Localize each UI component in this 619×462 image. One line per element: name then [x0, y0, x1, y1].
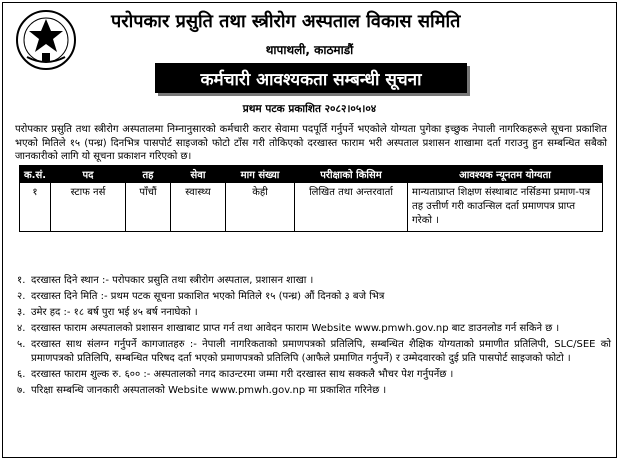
term-text: दरखास्त फाराम शुल्क रु. ६०० :- अस्पतालको नगद काउन्टरमा जम्मा गरी दरखास्त साथ सक्कलै भौचर पेश गर्नुपर्नेछ ।	[31, 369, 454, 380]
list-item	[17, 384, 611, 398]
notice-page	[2, 2, 617, 458]
list-item	[17, 322, 611, 336]
term-text: दरखास्त दिने स्थान :- परोपकार प्रसुति तथा स्त्रीरोग अस्पताल, प्रशासन शाखा ।	[31, 275, 314, 286]
organization-location: थापाथली, काठमाडौं	[265, 43, 354, 57]
term-number: ५.	[17, 339, 26, 350]
cell-level: पाँचौं	[126, 183, 171, 232]
header-sn: क.सं.	[20, 166, 51, 183]
list-item	[17, 306, 611, 320]
header-demand: माग संख्या	[226, 166, 295, 183]
term-number: ६.	[17, 369, 26, 380]
publication-date: प्रथम पटक प्रकाशित २०८२।०५।०४	[242, 103, 377, 115]
list-item	[17, 368, 611, 382]
header-exam-type: परीक्षाको किसिम	[295, 166, 408, 183]
cell-demand: केही	[226, 183, 295, 232]
term-number: ७.	[17, 385, 26, 396]
header-post: पद	[51, 166, 126, 183]
cell-qualification: मान्यताप्राप्त शिक्षण संस्थाबाट नर्सिङमा प्रमाण-पत्र तह उत्तीर्ण गरी काउन्सिल दर्ता प्रमाणपत्र प्राप्त गरेको ।	[408, 183, 603, 232]
header-qualification: आवश्यक न्यूनतम योग्यता	[408, 166, 603, 183]
notice-title-banner	[155, 63, 467, 93]
list-item	[17, 274, 611, 288]
organization-name: परोपकार प्रसुति तथा स्त्रीरोग अस्पताल विकास समिति	[111, 11, 461, 32]
header-level: तह	[126, 166, 171, 183]
notice-title: कर्मचारी आवश्यकता सम्बन्धी सूचना	[200, 69, 422, 90]
intro-paragraph: परोपकार प्रसुति तथा स्त्रीरोग अस्पतालमा निम्नानुसारको कर्मचारी करार सेवामा पदपूर्ति गर्नुपर्ने भएकोले योग्यता पुगेका इच्छुक नेपाली नागरिकहरूले सूचना प्रकाशित भएको मितिले १५ (पन्ध्र) दिनभित्र पासपोर्ट साइजको फोटो टाँस गरी तोकिएको दरखास्त फाराम भरी अस्पताल प्रशासन शाखामा दर्ता गराउनु हुन सम्बन्धित सबैको जानकारीको लागि यो सूचना प्रकाशन गरिएको छ।	[15, 124, 607, 162]
cell-service: स्वास्थ्य	[171, 183, 226, 232]
table-row	[20, 183, 603, 232]
term-number: २.	[17, 291, 26, 302]
terms-list	[17, 274, 611, 400]
cell-post: स्टाफ नर्स	[51, 183, 126, 232]
header-service: सेवा	[171, 166, 226, 183]
table-header-row	[20, 166, 603, 183]
term-text: परिक्षा सम्बन्धि जानकारी अस्पतालको Website www.pmwh.gov.np मा प्रकाशित गरिनेछ ।	[31, 385, 387, 396]
term-number: ४.	[17, 323, 26, 334]
term-text: दरखास्त फाराम अस्पतालको प्रशासन शाखाबाट प्राप्त गर्न तथा आवेदन फाराम Website www.pmwh.gov.np बाट डाउनलोड गर्न सकिने छ ।	[31, 323, 560, 334]
term-text: दरखास्त दिने मिति :- प्रथम पटक सूचना प्रकाशित भएको मितिले १५ (पन्ध्र) औं दिनको ३ बजे भित्र	[31, 291, 385, 302]
list-item	[17, 338, 611, 366]
cell-sn: १	[20, 183, 51, 232]
term-text: दरखास्त साथ संलग्न गर्नुपर्ने कागजातहरु :- नेपाली नागरिकताको प्रमाणपत्रको प्रतिलिपि, सम्बन्धित शैक्षिक योग्यताको प्रमाणीत प्रतिलिपी, SLC/SEE को प्रमाणपत्रको प्रतिलिपि, सम्बन्धित परिषद दर्ता भएको प्रमाणपत्रको प्रतिलिपि (आफैले प्रमाणित गर्नुपर्ने) र उम्मेदवारको दुई प्रति पासपोर्ट साइजको फोटो ।	[31, 339, 611, 364]
list-item	[17, 290, 611, 304]
government-emblem-icon	[15, 9, 77, 71]
term-number: १.	[17, 275, 26, 286]
term-number: ३.	[17, 307, 26, 318]
cell-exam-type: लिखित तथा अन्तरवार्ता	[295, 183, 408, 232]
vacancy-table	[19, 165, 603, 232]
term-text: उमेर हद :- १८ बर्ष पुरा भई ४५ बर्ष ननाघेको ।	[31, 307, 198, 318]
